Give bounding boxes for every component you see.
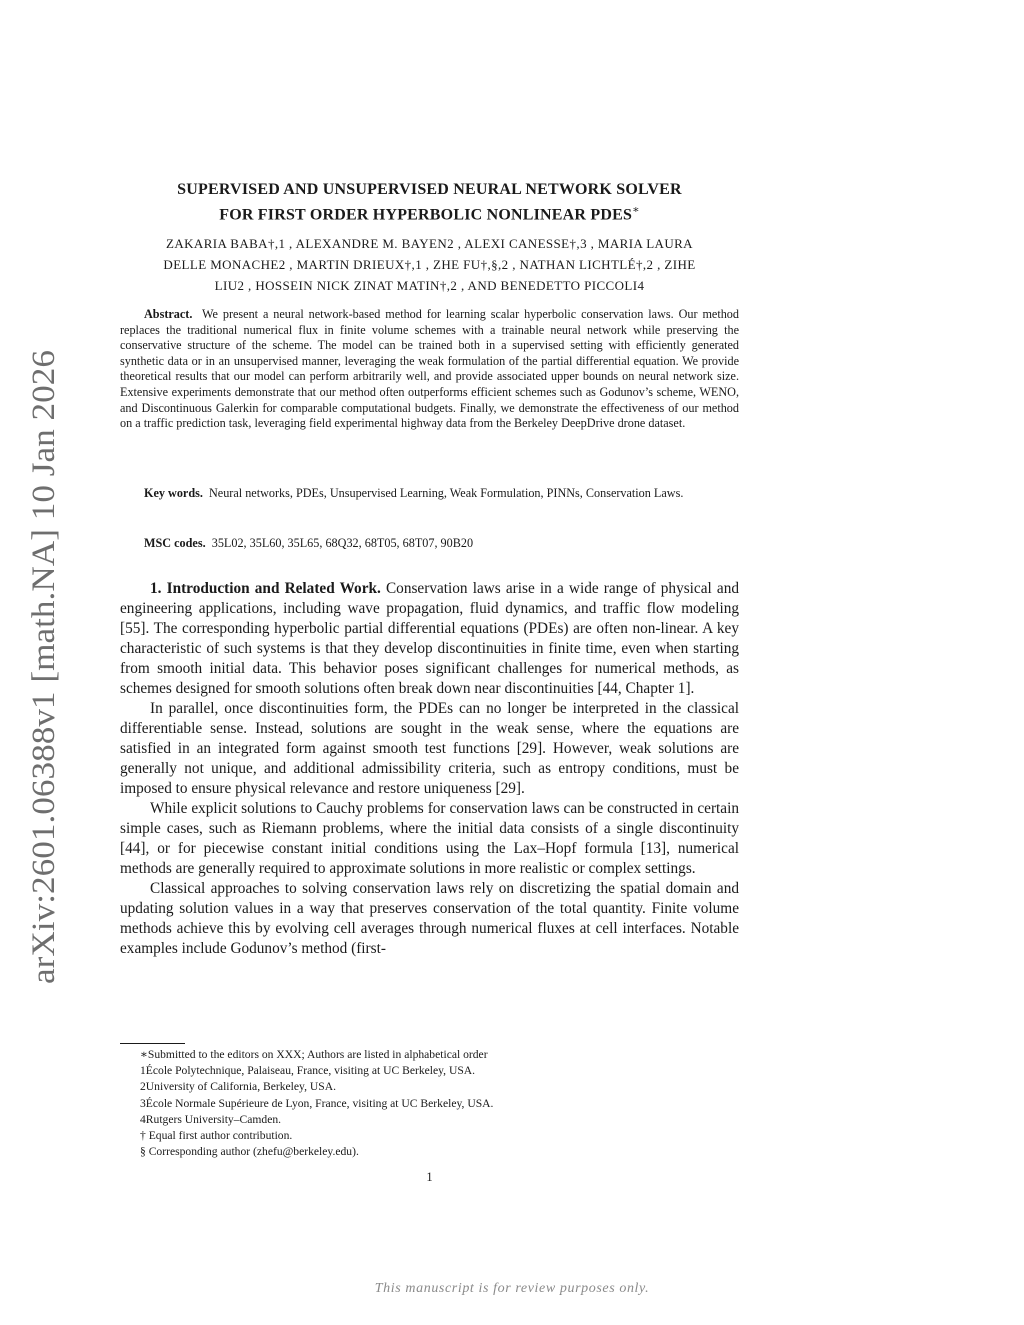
review-watermark: This manuscript is for review purposes only.: [374, 1281, 650, 1296]
msc-codes: [120, 536, 739, 552]
footnote-item: 2University of California, Berkeley, USA.: [140, 1080, 336, 1094]
author-list: [120, 233, 739, 296]
title-line-2-text: FOR FIRST ORDER HYPERBOLIC NONLINEAR PDES: [219, 206, 633, 224]
footnotes: [120, 1047, 739, 1160]
footnote-item: § Corresponding author (zhefu@berkeley.edu).: [140, 1145, 359, 1159]
intro-paragraph-4: Classical approaches to solving conservation laws rely on discretizing the spatial domain and updating solution values in a way that preserves conservation of the total quantity. Finite volume methods achieve this by evolving cell averages through numerical fluxes at cell interfaces. Notable examples include Godunov’s method (first-: [120, 880, 739, 957]
footnote-item: 4Rutgers University–Camden.: [140, 1112, 282, 1126]
footnote-item: † Equal first author contribution.: [140, 1129, 293, 1143]
keywords: [120, 486, 739, 502]
msc-text: 35L02, 35L60, 35L65, 68Q32, 68T05, 68T07, 90B20: [211, 536, 474, 550]
intro-paragraph-3: While explicit solutions to Cauchy problems for conservation laws can be constructed in certain simple cases, such as Riemann problems, where the initial data consists of a single discontinuity [44], or for piecewise constant initial conditions using the Lax–Hopf formula [13], numerical methods are generally required to approximate solutions in more realistic or complex settings.: [120, 800, 739, 877]
msc-label: MSC codes.: [144, 536, 206, 550]
footnote-rule: [120, 1043, 185, 1044]
abstract-label: Abstract.: [144, 307, 193, 321]
footnote-item: 1École Polytechnique, Palaiseau, France, visiting at UC Berkeley, USA.: [140, 1064, 476, 1078]
title-line-2: [120, 200, 739, 225]
title-footnote-mark: ∗: [632, 204, 640, 216]
author-line-2: DELLE MONACHE2 , MARTIN DRIEUX†,1 , ZHE FU†,§,2 , NATHAN LICHTLÉ†,2 , ZIHE: [163, 257, 696, 272]
keywords-label: Key words.: [144, 486, 203, 500]
author-line-1: ZAKARIA BABA†,1 , ALEXANDRE M. BAYEN2 , ALEXI CANESSE†,3 , MARIA LAURA: [166, 236, 693, 251]
title-line-1: SUPERVISED AND UNSUPERVISED NEURAL NETWORK SOLVER: [177, 181, 682, 198]
author-line-3: LIU2 , HOSSEIN NICK ZINAT MATIN†,2 , AND BENEDETTO PICCOLI4: [214, 278, 645, 293]
intro-paragraph-1-text: Conservation laws arise in a wide range of physical and engineering applications, including wave propagation, fluid dynamics, and traffic flow modeling [55]. The corresponding hyperbolic partial differential equations (PDEs) are often non-linear. A key characteristic of such systems is that they develop discontinuities in finite time, even when starting from smooth initial data. This behavior poses significant challenges for numerical methods, as schemes designed for smooth solutions often break down near discontinuities [44, Chapter 1].: [120, 580, 739, 697]
paper-title: [120, 180, 739, 225]
intro-paragraph-1: [120, 579, 739, 699]
footnote-item: 3École Normale Supérieure de Lyon, France, visiting at UC Berkeley, USA.: [140, 1096, 494, 1110]
footnote-item: ∗Submitted to the editors on XXX; Authors are listed in alphabetical order: [140, 1048, 488, 1061]
page-number: 1: [426, 1170, 433, 1184]
abstract-text: We present a neural network-based method for learning scalar hyperbolic conservation laws. Our method replaces the traditional numerical flux in finite volume schemes with a trainable neural network while preserving the conservative structure of the scheme. The model can be trained both in a supervised setting with efficiently generated synthetic data or in an unsupervised manner, leveraging the weak formulation of the partial differential equation. We provide theoretical results that our model can perform arbitrarily well, and provide associated upper bounds on neural network size. Extensive experiments demonstrate that our method often outperforms efficient schemes such as Godunov’s scheme, WENO, and Discontinuous Galerkin for comparable computational budgets. Finally, we demonstrate the effectiveness of our method on a traffic prediction task, leveraging field experimental highway data from the Berkeley DeepDrive drone dataset.: [120, 307, 739, 431]
keywords-text: Neural networks, PDEs, Unsupervised Learning, Weak Formulation, PINNs, Conservation Laws.: [209, 486, 684, 500]
abstract: [120, 307, 739, 432]
arxiv-stamp: [17, 348, 67, 984]
section-introduction: [120, 579, 739, 959]
intro-paragraph-2: In parallel, once discontinuities form, the PDEs can no longer be interpreted in the classical differentiable sense. Instead, solutions are sought in the weak sense, where the equations are satisfied in an integrated form against smooth test functions [29]. However, weak solutions are generally not unique, and additional admissibility criteria, such as entropy conditions, must be imposed to ensure physical relevance and restore uniqueness [29].: [120, 700, 739, 797]
arxiv-stamp-text: arXiv:2601.06388v1 [math.NA] 10 Jan 2026: [26, 390, 62, 984]
section-heading: 1. Introduction and Related Work.: [150, 580, 381, 597]
